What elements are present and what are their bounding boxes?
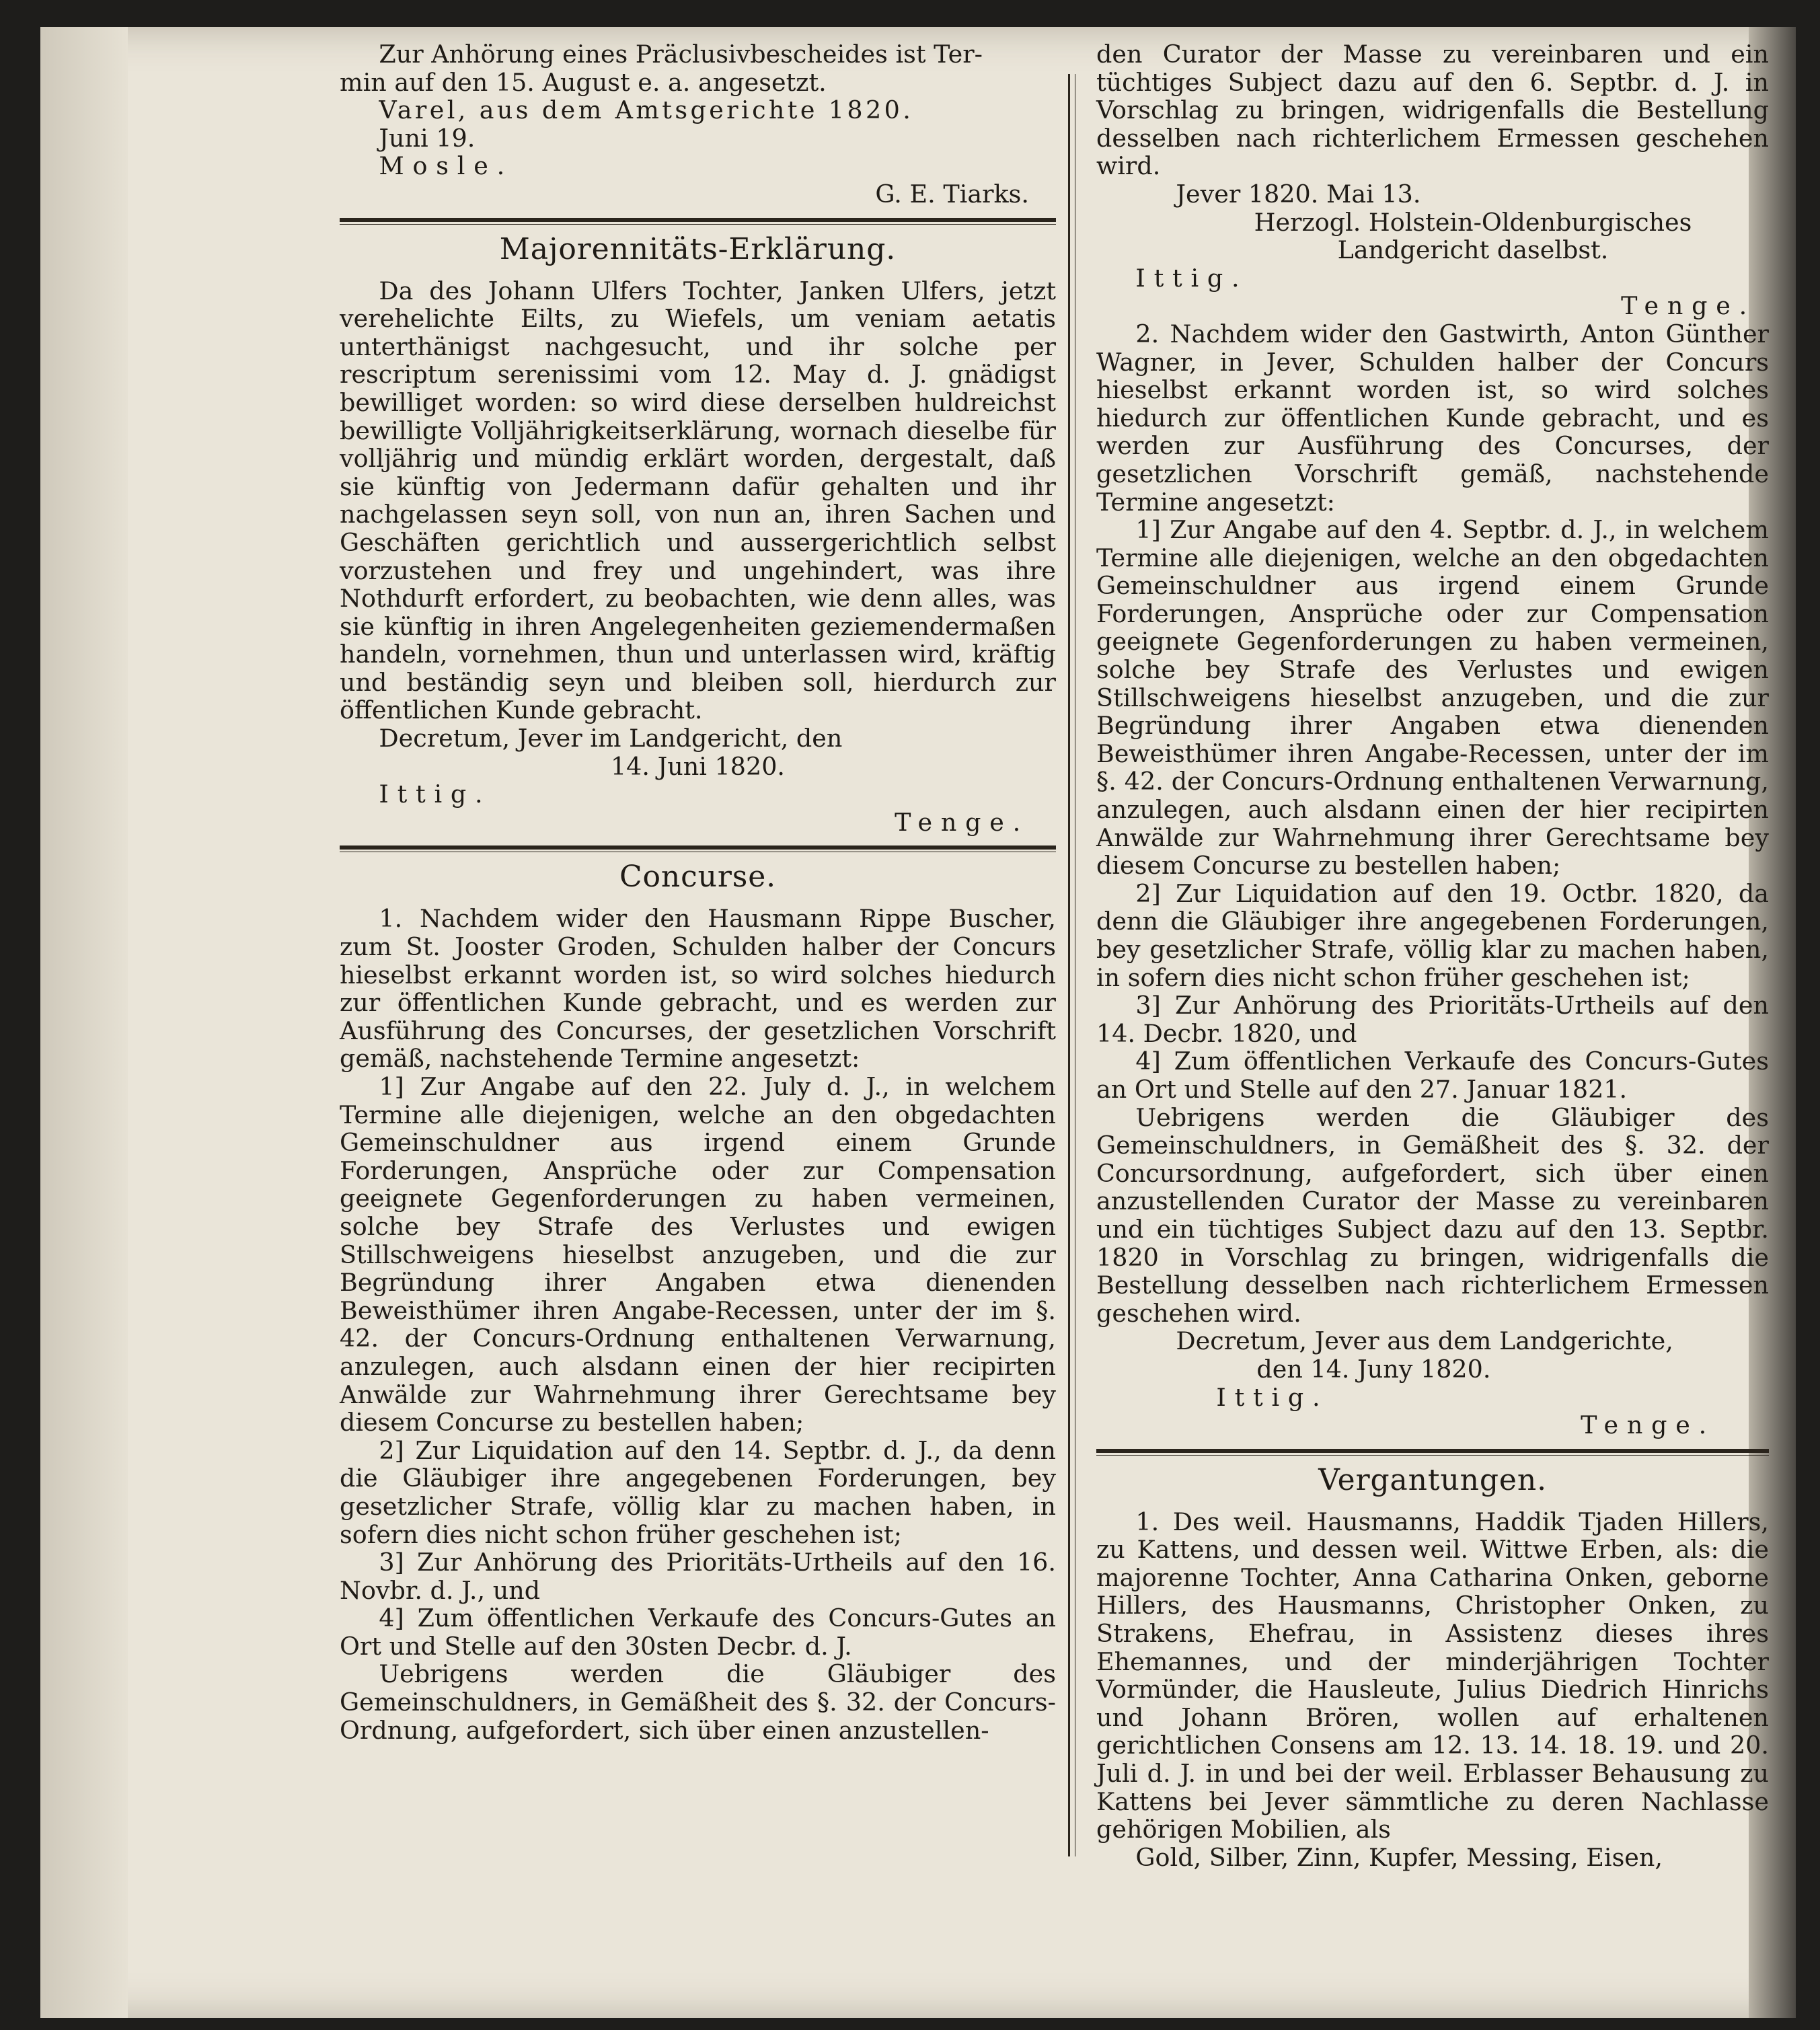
concurs2-term-1: 1] Zur Angabe auf den 4. Septbr. d. J., in welchem Termine alle diejenigen, welche an den obgedachten Gemeinschuldner aus irgend einem Grunde Forderungen, Ansprüche oder zur Compensation geeignete Gegenforderungen zu haben vermeinen, solche bey Strafe des Verlustes und ewigen Stillschweigens hieselbst anzugeben, und die zur Begründung ihrer Angaben etwa dienenden Beweisthümer ihren Angabe-Recessen, unter der im §. 42. der Concurs-Ordnung enthaltenen Verwarnung, anzulegen, auch alsdann einen der hier recipirten Anwälde zur Wahrnehmung ihrer Gerechtsame bey diesem Concurse zu bestellen haben; xyxy=(1096,515,1769,880)
court-name: Herzogl. Holstein-Oldenburgisches Landgericht daselbst. xyxy=(1254,207,1692,265)
heading-majorennitaet: Majorennitäts-Erklärung. xyxy=(499,231,897,266)
concurs2-term-4: 4] Zum öffentlichen Verkaufe des Concurs-Gutes an Ort und Stelle auf den 27. Januar 1821. xyxy=(1096,1047,1769,1104)
signature-tenge-2: Tenge. xyxy=(1621,291,1755,321)
decretum-line-1: Decretum, Jever im Landgericht, den xyxy=(379,724,843,753)
concurs1-term-1: 1] Zur Angabe auf den 22. July d. J., in welchem Termine alle diejenigen, welche an den obgedachten Gemeinschuldner aus irgend einem Grunde Forderungen, Ansprüche oder zur Compensation geeignete Gegenforderungen zu haben vermeinen, solche bey Strafe des Verlustes und ewigen Stillschweigens hieselbst anzugeben, und die zur Begründung ihrer Angaben etwa dienenden Beweisthümer ihren Angabe-Recessen, unter der im §. 42. der Concurs-Ordnung enthaltenen Verwarnung, anzulegen, auch alsdann einen der hier recipirten Anwälde zur Wahrnehmung ihrer Gerechtsame bey diesem Concurse zu bestellen haben; xyxy=(340,1072,1056,1437)
concurs1-term-4: 4] Zum öffentlichen Verkaufe des Concurs-Gutes an Ort und Stelle auf den 30sten Decbr. d. J. xyxy=(340,1604,1056,1661)
concurs1-uebrigens: Uebrigens werden die Gläubiger des Gemeinschuldners, in Gemäßheit des §. 32. der Concurs-Ordnung, aufgefordert, sich über einen anzustellen- xyxy=(340,1659,1056,1745)
concurs2-uebrigens: Uebrigens werden die Gläubiger des Gemeinschuldners, in Gemäßheit des §. 32. der Concursordnung, aufgefordert, sich über einen anzustellenden Curator der Masse zu vereinbaren und ein tüchtiges Subject dazu auf den 13. Septbr. 1820 in Vorschlag zu bringen, widrigenfalls die Bestellung desselben nach richterlichem Ermessen geschehen wird. xyxy=(1096,1102,1769,1328)
varel-place-line: Varel, aus dem Amtsgerichte 1820. xyxy=(379,96,914,125)
signature-tiarks: G. E. Tiarks. xyxy=(875,179,1029,209)
concurs1-intro: 1. Nachdem wider den Hausmann Rippe Buscher, zum St. Jooster Groden, Schulden halber der Concurs hieselbst erkannt worden ist, so wird solches hiedurch zur öffentlichen Kunde gebracht, und es werden zur Ausführung des Concurses, der gesetzlichen Vorschrift gemäß, nachstehende Termine angesetzt: xyxy=(340,904,1056,1074)
section-rule xyxy=(1096,1449,1769,1456)
signature-ittig-3: Ittig. xyxy=(1216,1382,1329,1412)
preclusive-notice-line-1: Zur Anhörung eines Präclusivbescheides ist Ter- xyxy=(379,40,983,69)
vergantung-last-line: Gold, Silber, Zinn, Kupfer, Messing, Eisen, xyxy=(1135,1842,1663,1872)
signature-ittig-2: Ittig. xyxy=(1135,263,1248,293)
decretum2-line-2: den 14. Juny 1820. xyxy=(1256,1354,1491,1384)
section-rule xyxy=(340,218,1056,225)
left-column xyxy=(340,40,1056,1744)
signature-tenge-3: Tenge. xyxy=(1581,1411,1715,1440)
right-column xyxy=(1096,40,1769,1871)
varel-date-line: Juni 19. xyxy=(379,123,476,153)
vergantung-text: 1. Des weil. Hausmanns, Haddik Tjaden Hillers, zu Kattens, und dessen weil. Wittwe Erben, als: die majorenne Tochter, Anna Catharina Onken, geborne Hillers, des Hausmanns, Christopher Onken, zu Strakens, Ehefrau, in Assistenz dieses ihres Ehemannes, und der minderjährigen Tochter Vormünder, die Hausleute, Julius Diedrich Hinrichs und Johann Brören, wollen auf erhaltenen gerichtlichen Consens am 12. 13. 14. 18. 19. und 20. Juli d. J. in und bei der weil. Erblasser Behausung zu Kattens bei Jever sämmtliche zu deren Nachlasse gehörigen Mobilien, als xyxy=(1096,1507,1769,1844)
concurs2-term-2: 2] Zur Liquidation auf den 19. Octbr. 1820, da denn die Gläubiger ihre angegebenen Forderungen, bey gesetzlicher Strafe, völlig klar zu machen haben, in sofern dies nicht schon früher geschehen ist; xyxy=(1096,878,1769,992)
continued-text: den Curator der Masse zu vereinbaren und ein tüchtiges Subject dazu auf den 6. Septbr. d. J. in Vorschlag zu bringen, widrigenfalls die Bestellung desselben nach richterlichem Ermessen geschehen wird. xyxy=(1096,40,1769,181)
heading-concurse: Concurse. xyxy=(619,860,777,895)
decretum2-line-1: Decretum, Jever aus dem Landgerichte, xyxy=(1176,1326,1673,1356)
section-rule xyxy=(340,845,1056,852)
signature-tenge-1: Tenge. xyxy=(895,807,1029,837)
concurs2-term-3: 3] Zur Anhörung des Prioritäts-Urtheils auf den 14. Decbr. 1820, und xyxy=(1096,991,1769,1048)
jever-date: Jever 1820. Mai 13. xyxy=(1176,179,1421,209)
heading-vergantungen: Vergantungen. xyxy=(1318,1462,1547,1497)
signature-mosle: Mosle. xyxy=(379,151,513,181)
column-divider xyxy=(1068,74,1070,1856)
concurs1-term-3: 3] Zur Anhörung des Prioritäts-Urtheils auf den 16. Novbr. d. J., und xyxy=(340,1548,1056,1605)
signature-ittig-1: Ittig. xyxy=(379,780,492,809)
concurs2-intro: 2. Nachdem wider den Gastwirth, Anton Günther Wagner, in Jever, Schulden halber der Concurs hieselbst erkannt worden ist, so wird solches hiedurch zur öffentlichen Kunde gebracht, und es werden zur Ausführung des Concurses, der gesetzlichen Vorschrift gemäß, nachstehende Termine angesetzt: xyxy=(1096,319,1769,517)
preclusive-notice-line-2: min auf den 15. August e. a. angesetzt. xyxy=(340,67,827,97)
decretum-line-2: 14. Juni 1820. xyxy=(610,751,786,781)
concurs1-term-2: 2] Zur Liquidation auf den 14. Septbr. d. J., da denn die Gläubiger ihre angegebenen Forderungen, bey gesetzlicher Strafe, völlig klar zu machen haben, in sofern dies nicht schon früher geschehen ist; xyxy=(340,1435,1056,1549)
majorennitaet-text: Da des Johann Ulfers Tochter, Janken Ulfers, jetzt verehelichte Eilts, zu Wiefels, um veniam aetatis unterthänigst nachgesucht, und ihr solche per rescriptum serenissimi vom 12. May d. J. gnädigst bewilliget worden: so wird diese derselben huldreichst bewilligte Volljährigkeitserklärung, wornach dieselbe für volljährig und mündig erklärt worden, dergestalt, daß sie künftig von Jedermann dafür gehalten und ihr nachgelassen seyn soll, von nun an, ihren Sachen und Geschäften gerichtlich und aussergerichtlich selbst vorzustehen und frey und ungehindert, was ihre Nothdurft erfordert, zu beobachten, wie denn alles, was sie künftig in ihren Angelegenheiten geziemendermaßen handeln, vornehmen, thun und unterlassen wird, kräftig und beständig seyn und bleiben soll, hierdurch zur öffentlichen Kunde gebracht. xyxy=(340,276,1056,725)
